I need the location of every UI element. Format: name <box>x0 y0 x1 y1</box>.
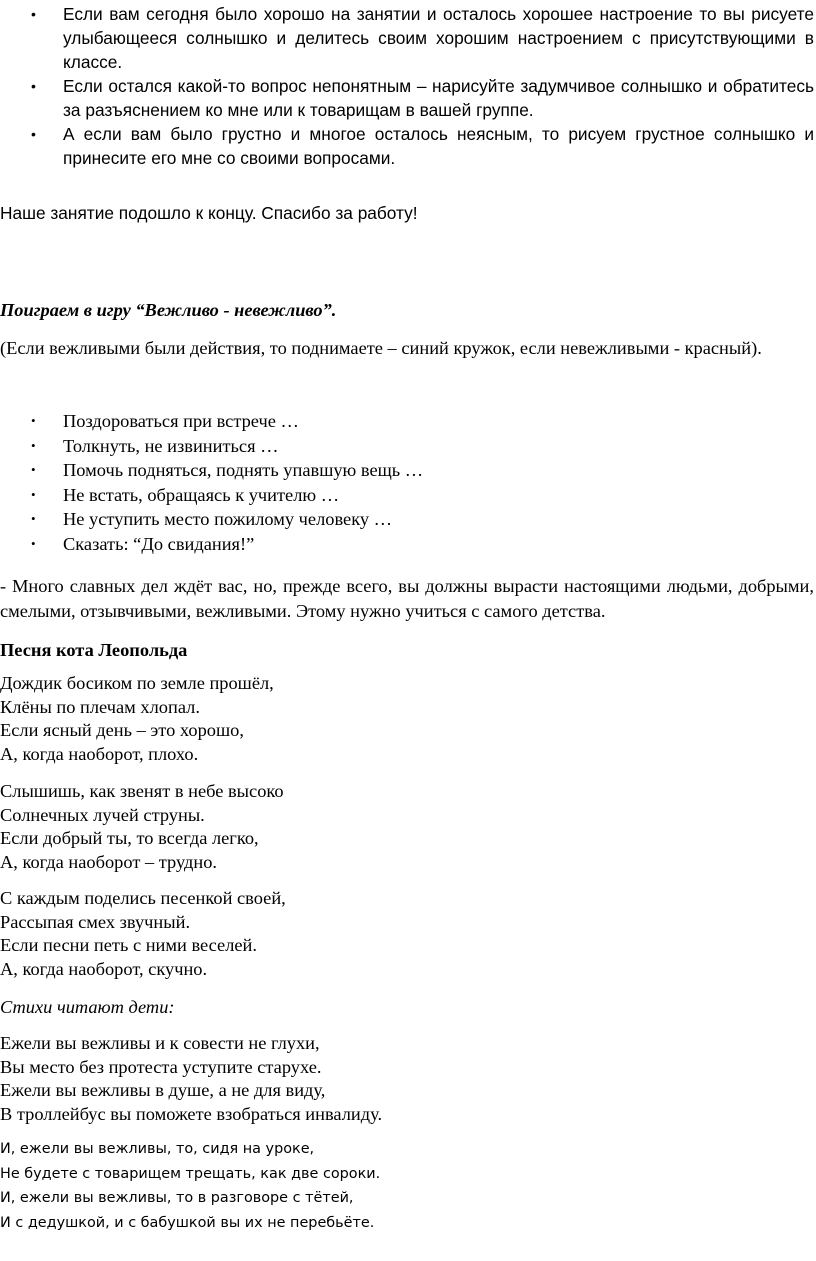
bullet-icon: • <box>31 462 36 477</box>
list-item: • Если остался какой-то вопрос непонятным – нарисуйте задумчивое солнышко и обратитесь за разъяснением ко мне или к товарищам в вашей группе. <box>31 76 814 120</box>
bullet-icon: • <box>31 511 36 526</box>
verse-line: Ежели вы вежливы и к совести не глухи, <box>0 1033 320 1053</box>
list-item: • Сказать: “До свидания!” <box>0 532 816 557</box>
verse-line: Дождик босиком по земле прошёл, <box>0 673 274 693</box>
bullet-icon: • <box>31 126 36 142</box>
teacher-speech: - Много славных дел ждёт вас, но, прежде всего, вы должны вырасти настоящими людьми, добрыми, смелыми, отзывчивыми, вежливыми. Этому нужно учиться с самого детства. <box>0 576 814 621</box>
verse-line: Если ясный день – это хорошо, <box>0 720 244 741</box>
list-item: • Не встать, обращаясь к учителю … <box>0 483 816 508</box>
list-item: • А если вам было грустно и многое осталось неясным, то рисуем грустное солнышко и принесите его мне со своими вопросами. <box>31 124 814 168</box>
verse-line: А, когда наоборот – трудно. <box>0 852 217 873</box>
verse-line: Не будете с товарищем трещать, как две сороки. <box>0 1165 381 1182</box>
list-item: • Не уступить место пожилому человеку … <box>0 507 816 532</box>
list-item: • Толкнуть, не извиниться … <box>0 434 816 459</box>
bullet-icon: • <box>31 6 36 22</box>
poem-title: Стихи читают дети: <box>0 997 175 1017</box>
bullet-icon: • <box>31 535 36 551</box>
reflection-list <box>0 2 816 170</box>
game-description: (Если вежливыми были действия, то поднимаете – синий кружок, если невежливыми - красный). <box>0 338 762 358</box>
verse-line: И с дедушкой, и с бабушкой вы их не перебьёте. <box>0 1215 375 1232</box>
song-stanza <box>0 887 286 982</box>
poem-stanza <box>0 1137 380 1236</box>
verse-line: Рассыпая смех звучный. <box>0 911 191 932</box>
list-item: • Поздороваться при встрече … <box>0 409 816 434</box>
verse-line: В троллейбус вы поможете взобраться инвалиду. <box>0 1104 383 1125</box>
game-list <box>0 409 816 556</box>
song-title: Песня кота Леопольда <box>0 640 188 660</box>
list-item: • Если вам сегодня было хорошо на занятии и осталось хорошее настроение то вы рисуете улыбающееся солнышко и делитесь своим хорошим настроением с присутствующими в классе. <box>31 4 814 72</box>
verse-line: Если добрый ты, то всегда легко, <box>0 828 259 849</box>
bullet-icon: • <box>31 486 36 502</box>
verse-line: Слышишь, как звенят в небе высоко <box>0 781 284 801</box>
closing-remark: Наше занятие подошло к концу. Спасибо за работу! <box>0 203 418 223</box>
verse-line: А, когда наоборот, плохо. <box>0 744 199 765</box>
bullet-icon: • <box>31 437 36 453</box>
list-item: • Помочь подняться, поднять упавшую вещь … <box>0 458 816 483</box>
song-stanza <box>0 672 274 767</box>
verse-line: Ежели вы вежливы в душе, а не для виду, <box>0 1080 326 1101</box>
verse-line: А, когда наоборот, скучно. <box>0 959 208 980</box>
bullet-icon: • <box>31 78 36 94</box>
song-stanza <box>0 780 284 875</box>
poem-stanza <box>0 1032 382 1127</box>
verse-line: Солнечных лучей струны. <box>0 804 205 825</box>
bullet-icon: • <box>31 413 36 428</box>
verse-line: И, ежели вы вежливы, то, сидя на уроке, <box>0 1141 315 1157</box>
verse-line: С каждым поделись песенкой своей, <box>0 888 286 908</box>
verse-line: Клёны по плечам хлопал. <box>0 696 200 717</box>
verse-line: Если песни петь с ними веселей. <box>0 935 257 956</box>
verse-line: Вы место без протеста уступите старухе. <box>0 1056 322 1077</box>
verse-line: И, ежели вы вежливы, то в разговоре с тётей, <box>0 1190 354 1207</box>
game-title: Поиграем в игру “Вежливо - невежливо”. <box>0 300 337 320</box>
